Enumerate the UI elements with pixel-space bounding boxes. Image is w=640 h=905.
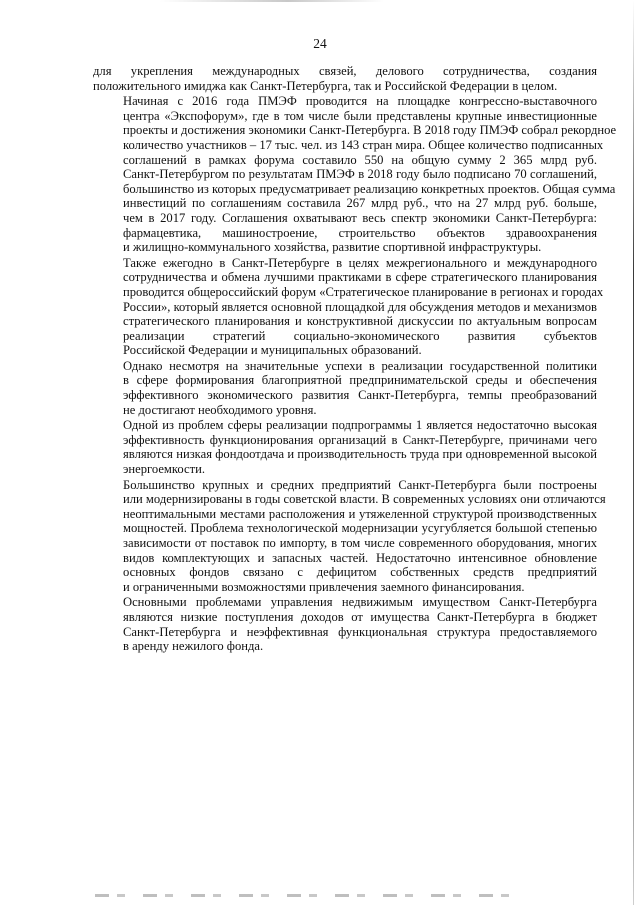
text-line: видов комплектующих и запасных частей. Недостаточно интенсивное обновление xyxy=(123,550,597,565)
text-line: эффективность функционирования организаций в Санкт-Петербурге, причинами чего xyxy=(123,432,597,447)
scan-edge-top xyxy=(0,0,640,2)
paragraph xyxy=(93,595,597,653)
text-line: зависимости от поставок по импорту, в том числе современного оборудования, многих xyxy=(123,536,597,550)
text-line: количество участников – 17 тыс. чел. из 143 стран мира. Общее количество подписанных xyxy=(123,137,604,152)
text-line: Российской Федерации и муниципальных образований. xyxy=(123,343,422,358)
text-line: или модернизированы в годы советской власти. В современных условиях они отличаются xyxy=(123,492,606,507)
text-line: эффективного экономического развития Санкт-Петербурга, темпы преобразований xyxy=(123,388,597,403)
paragraph xyxy=(93,359,597,417)
text-line: энергоемкости. xyxy=(123,462,205,477)
text-line: неоптимальными местами расположения и утяжеленной структурой производственных xyxy=(123,506,597,521)
text-line: проекты и достижения экономики Санкт-Петербурга. В 2018 году ПМЭФ собрал рекордное xyxy=(123,123,617,138)
text-line: являются низкая фондоотдача и производительность труда при одновременной высокой xyxy=(123,447,597,462)
text-line: в аренду нежилого фонда. xyxy=(123,639,264,654)
text-line: мощностей. Проблема технологической модернизации усугубляется большой степенью xyxy=(123,521,597,536)
text-line: и жилищно-коммунального хозяйства, развитие спортивной инфраструктуры. xyxy=(123,240,542,255)
scan-edge-right xyxy=(633,0,634,905)
text-line: Также ежегодно в Санкт-Петербурге в целях межрегионального и международного xyxy=(123,255,597,270)
text-line: Санкт-Петербурга и неэффективная функциональная структура предоставляемого xyxy=(123,624,597,639)
text-line: не достигают необходимого уровня. xyxy=(123,402,317,417)
paragraph xyxy=(93,64,597,93)
text-line: реализации стратегий социально-экономического развития субъектов xyxy=(123,328,597,343)
text-line: Большинство крупных и средних предприятий Санкт-Петербурга были построены xyxy=(123,477,597,492)
text-line: центра «Экспофорум», где в том числе были представлены крупные инвестиционные xyxy=(123,108,597,123)
text-line: основных фондов связано с дефицитом собственных средств предприятий xyxy=(123,565,597,580)
text-line: большинство из которых предусматривает реализацию конкретных проектов. Общая сумма xyxy=(123,181,616,196)
text-line: проводится общероссийский форум «Стратегическое планирование в регионах и городах xyxy=(123,284,604,299)
scan-footer-marks xyxy=(95,894,515,897)
paragraph xyxy=(93,94,617,255)
text-line: Начиная с 2016 года ПМЭФ проводится на площадке конгрессно-выставочного xyxy=(123,94,597,109)
text-line: для укрепления международных связей, делового сотрудничества, создания xyxy=(93,64,597,78)
paragraph xyxy=(93,477,606,595)
text-line: Санкт-Петербургом по результатам ПМЭФ в 2018 году было подписано 70 соглашений, xyxy=(123,167,597,182)
text-line: фармацевтика, машиностроение, строительство объектов здравоохранения xyxy=(123,225,597,240)
paragraph xyxy=(93,255,604,358)
text-line: в сфере формирования благоприятной предпринимательской среды и обеспечения xyxy=(123,373,597,388)
page-number: 24 xyxy=(313,36,327,51)
text-line: Одной из проблем сферы реализации подпрограммы 1 является недостаточно высокая xyxy=(123,418,597,433)
paragraph xyxy=(93,418,597,476)
text-line: положительного имиджа как Санкт-Петербурга, так и Российской Федерации в целом. xyxy=(93,78,558,93)
text-line: России», который является основной площадкой для обсуждения методов и механизмов xyxy=(123,299,597,314)
text-line: Основными проблемами управления недвижимым имуществом Санкт-Петербурга xyxy=(123,595,597,610)
text-line: чем в 2017 году. Соглашения охватывают весь спектр экономики Санкт-Петербурга: xyxy=(123,210,597,225)
text-line: и ограниченными возможностями привлечения заемного финансирования. xyxy=(123,579,525,594)
text-line: сотрудничества и обмена лучшими практиками в сфере стратегического планирования xyxy=(123,270,597,285)
document-body xyxy=(93,64,617,655)
text-line: инвестиций по соглашениям составила 267 млрд руб., что на 27 млрд руб. больше, xyxy=(123,196,597,211)
text-line: Однако несмотря на значительные успехи в реализации государственной политики xyxy=(123,358,597,373)
text-line: являются низкие поступления доходов от имущества Санкт-Петербурга в бюджет xyxy=(123,609,597,624)
text-line: стратегического планирования и конструктивной дискуссии по актуальным вопросам xyxy=(123,314,597,329)
text-line: соглашений в рамках форума составило 550 на общую сумму 2 365 млрд руб. xyxy=(123,152,597,167)
